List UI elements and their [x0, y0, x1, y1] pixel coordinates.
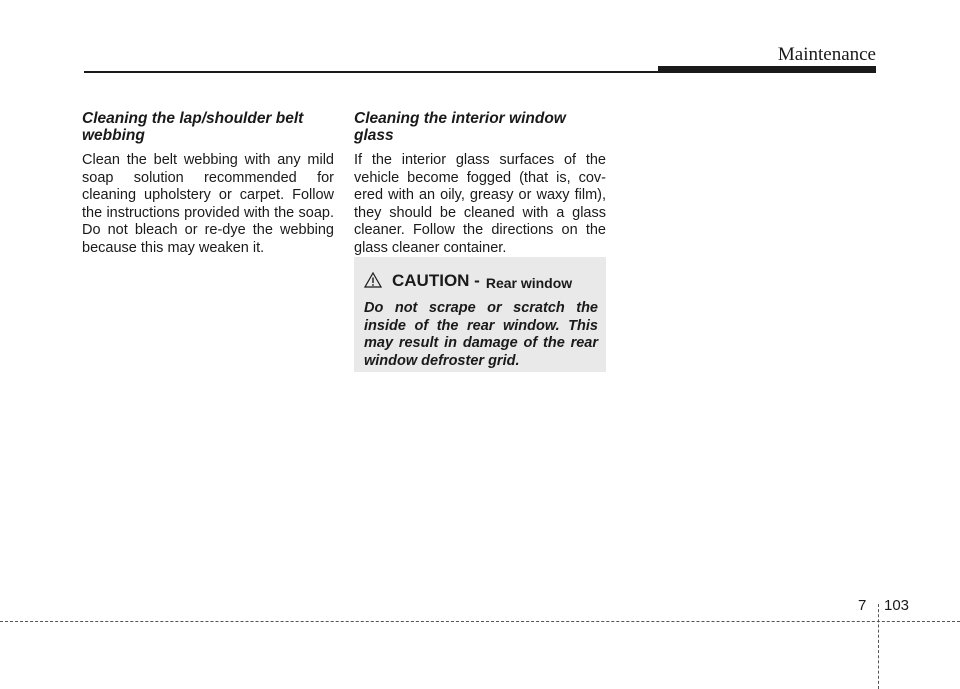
- caution-header: [364, 269, 598, 291]
- left-column: [82, 110, 334, 258]
- caution-subject: Rear window: [485, 275, 573, 291]
- chapter-title: Maintenance: [777, 44, 876, 65]
- section-heading-window-glass: Cleaning the interior window glass: [354, 110, 566, 144]
- section-body-window-glass: If the interior glass surfaces of the vehicle become fogged (that is, cov-ered with an oily, greasy or waxy film), they should be cleaned with a glass cleaner. Follow the directions on the glass cleaner container.: [354, 152, 606, 256]
- header-rule-thick: [658, 66, 876, 73]
- section-heading-belt-webbing: Cleaning the lap/shoulder belt webbing: [82, 110, 304, 144]
- page-chapter-number: 7: [858, 597, 867, 614]
- caution-label: CAUTION -: [392, 271, 480, 290]
- header-rule-thin: [84, 71, 660, 73]
- caution-box: [354, 257, 606, 372]
- warning-triangle-icon: [364, 272, 382, 288]
- page-number: 103: [884, 597, 910, 614]
- footer-divider: [878, 604, 879, 689]
- footer-rule: [0, 621, 960, 622]
- caution-text: Do not scrape or scratch the inside of the rear window. This may result in damage of the rear window defroster grid.: [364, 300, 598, 369]
- middle-column: [354, 110, 606, 258]
- section-body-belt-webbing: Clean the belt webbing with any mild soap solution recommended for cleaning upholstery or carpet. Follow the instructions provided with the soap. Do not bleach or re-dye the webbing because this may weaken it.: [82, 152, 334, 256]
